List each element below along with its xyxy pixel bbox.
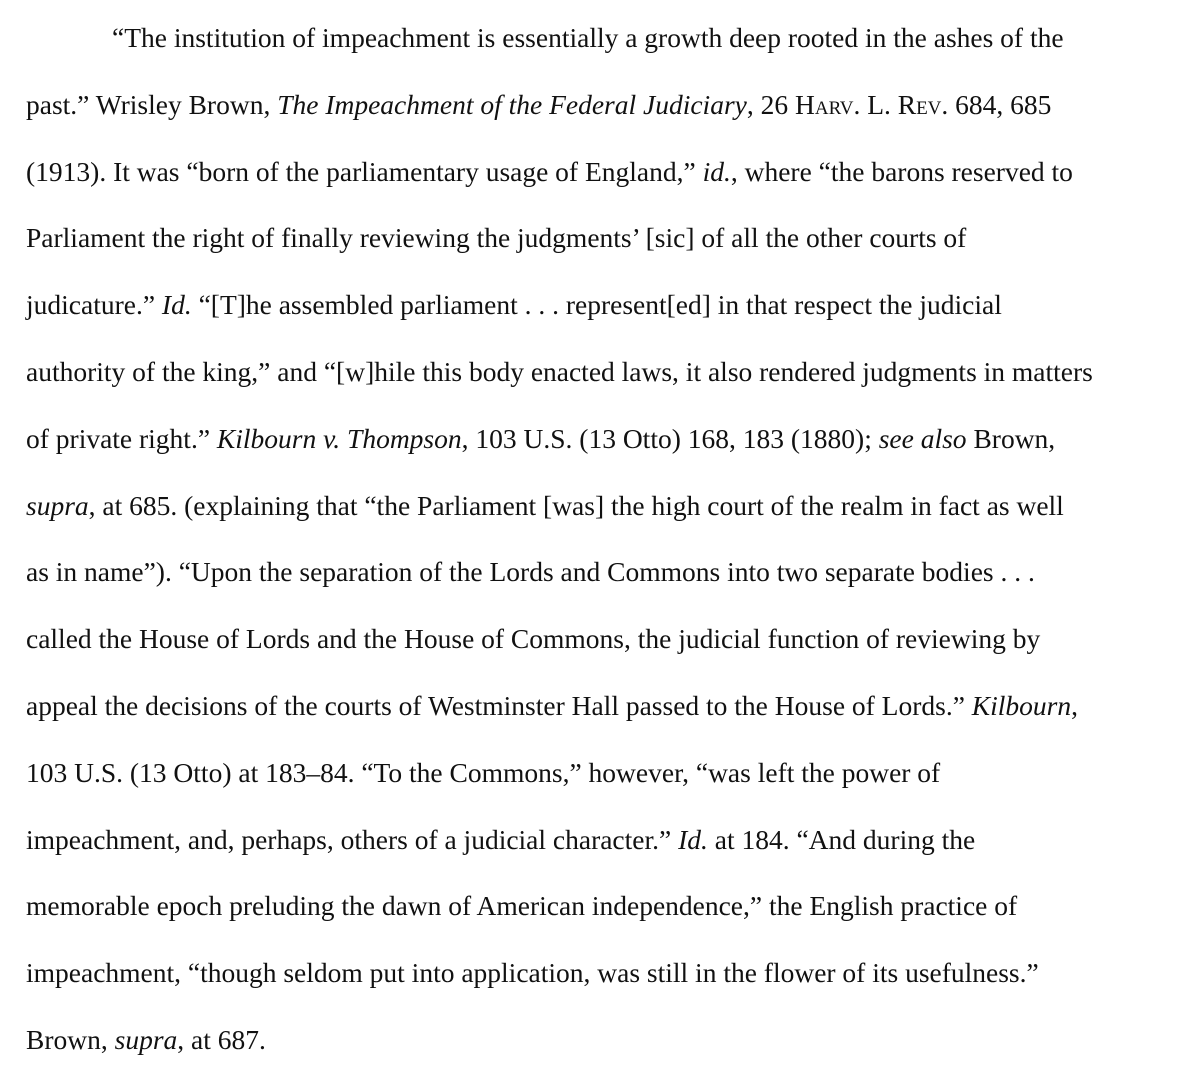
paragraph-line xyxy=(26,625,1040,653)
text-run: (1913). It was “born of the parliamentary usage of England,” xyxy=(26,155,703,187)
text-run: , where “the barons reserved to xyxy=(730,155,1073,187)
italic-text: Id. xyxy=(161,289,192,321)
text-run: of private right.” xyxy=(26,422,217,454)
italic-text: see also xyxy=(878,422,967,454)
paragraph-line xyxy=(26,558,1035,586)
paragraph-line xyxy=(26,892,1017,920)
text-run: , xyxy=(1071,690,1078,721)
text-run: Parliament the right of finally reviewing the judgments’ [sic] of all the other courts of xyxy=(26,222,967,254)
paragraph-line xyxy=(26,224,966,252)
text-run: appeal the decisions of the courts of Westminster Hall passed to the House of Lords.” xyxy=(26,690,972,721)
text-run: Brown, xyxy=(26,1024,115,1055)
paragraph-line xyxy=(26,422,1056,454)
italic-text: supra xyxy=(114,1024,178,1055)
paragraph-line xyxy=(26,88,1052,120)
text-run: 103 U.S. (13 Otto) at 183–84. “To the Commons,” however, “was left the power of xyxy=(26,756,941,788)
paragraph-line xyxy=(26,291,1002,319)
paragraph-line xyxy=(26,155,1073,187)
text-run: , 26 xyxy=(746,88,795,120)
text-run: , 103 U.S. (13 Otto) 168, 183 (1880); xyxy=(461,422,879,454)
text-run: as in name”). “Upon the separation of the Lords and Commons into two separate bodies . . . xyxy=(26,556,1035,588)
paragraph-line xyxy=(26,692,1078,720)
text-run: 684, 685 xyxy=(948,88,1052,120)
small-caps-text: Harv. L. Rev. xyxy=(794,88,949,120)
text-run: impeachment, “though seldom put into application, was still in the flower of its usefulness.” xyxy=(26,957,1039,989)
text-run: memorable epoch preluding the dawn of American independence,” the English practice of xyxy=(26,890,1018,922)
italic-text: The Impeachment of the Federal Judiciary xyxy=(277,88,747,120)
paragraph-line xyxy=(26,1026,266,1054)
text-run: judicature.” xyxy=(26,289,162,321)
text-run: at 184. “And during the xyxy=(707,823,976,855)
paragraph-line xyxy=(26,756,941,788)
text-run: “[T]he assembled parliament . . . represent[ed] in that respect the judicial xyxy=(191,289,1002,321)
paragraph-line xyxy=(26,358,1093,386)
italic-text: Id. xyxy=(678,823,708,855)
italic-text: Kilbourn v. Thompson xyxy=(216,422,462,454)
paragraph-line xyxy=(26,823,976,855)
text-run: called the House of Lords and the House of Commons, the judicial function of reviewing by xyxy=(26,623,1041,655)
paragraph-line xyxy=(112,24,1064,52)
paragraph-line xyxy=(26,959,1039,987)
paragraph-line xyxy=(26,489,1064,521)
text-run: “The institution of impeachment is essentially a growth deep rooted in the ashes of the xyxy=(112,22,1064,53)
italic-text: id. xyxy=(702,155,731,187)
text-run: , at 685. (explaining that “the Parliament [was] the high court of the realm in fact as well xyxy=(88,489,1064,521)
italic-text: Kilbourn xyxy=(971,690,1072,721)
text-run: impeachment, and, perhaps, others of a judicial character.” xyxy=(26,823,679,855)
text-run: authority of the king,” and “[w]hile this body enacted laws, it also rendered judgments in matters xyxy=(26,356,1093,387)
text-run: , at 687. xyxy=(177,1024,266,1055)
text-run: Brown, xyxy=(966,422,1056,454)
text-run: past.” Wrisley Brown, xyxy=(26,88,278,120)
italic-text: supra xyxy=(26,489,89,521)
